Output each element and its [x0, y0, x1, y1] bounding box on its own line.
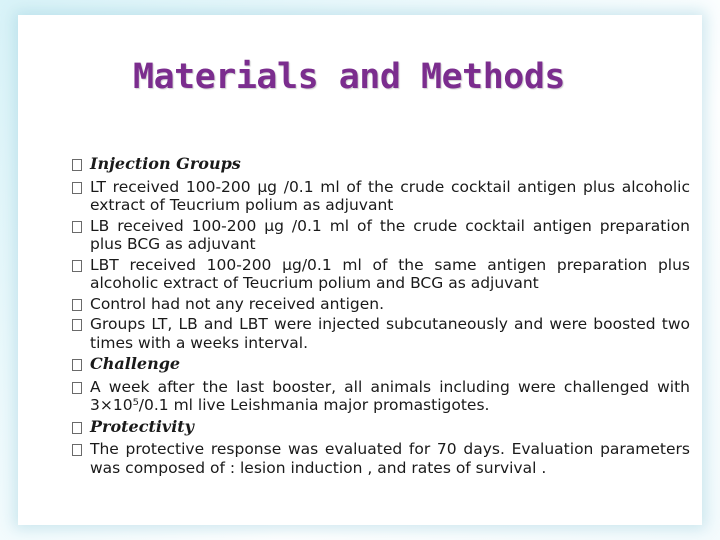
- section-heading: Protectivity: [90, 416, 194, 436]
- bullet-text: Groups LT, LB and LBT were injected subcutaneously and were boosted two times with a weeks interval.: [90, 315, 690, 352]
- bullet-box-icon: [72, 359, 82, 371]
- slide-title: Materials and Methods: [133, 57, 566, 97]
- bullet-box-icon: [72, 182, 82, 194]
- bullet-item: [74, 315, 690, 352]
- bullet-box-icon: [72, 319, 82, 331]
- bullet-text: LB received 100-200 µg /0.1 ml of the crude cocktail antigen preparation plus BCG as adjuvant: [90, 216, 690, 253]
- bullet-text: LT received 100-200 µg /0.1 ml of the crude cocktail antigen plus alcoholic extract of Teucrium polium as adjuvant: [90, 177, 690, 214]
- bullet-item-heading: [74, 418, 690, 437]
- section-heading: Injection Groups: [90, 154, 241, 173]
- slide: [18, 15, 702, 525]
- bullet-list: [74, 152, 690, 479]
- bullet-text: The protective response was evaluated for 70 days. Evaluation parameters was composed of : lesion induction , and rates of survival .: [90, 440, 690, 477]
- bullet-box-icon: [72, 444, 82, 456]
- bullet-item: [74, 378, 690, 415]
- bullet-item: [74, 256, 690, 293]
- bullet-item-heading: [74, 155, 690, 174]
- bullet-text: A week after the last booster, all animals including were challenged with 3×10⁵/0.1 ml live Leishmania major promastigotes.: [90, 377, 690, 414]
- bullet-item: [74, 217, 690, 254]
- bullet-box-icon: [72, 299, 82, 311]
- bullet-text: Control had not any received antigen.: [90, 294, 385, 313]
- bullet-text: LBT received 100-200 µg/0.1 ml of the same antigen preparation plus alcoholic extract of Teucrium polium and BCG as adjuvant: [90, 255, 690, 292]
- bullet-box-icon: [72, 159, 82, 171]
- bullet-box-icon: [72, 221, 82, 233]
- bullet-item-heading: [74, 355, 690, 374]
- bullet-box-icon: [72, 382, 82, 394]
- section-heading: Challenge: [90, 354, 181, 373]
- bullet-box-icon: [72, 422, 82, 434]
- bullet-item: [74, 178, 690, 215]
- bullet-item: [74, 440, 690, 477]
- bullet-box-icon: [72, 260, 82, 272]
- bullet-item: [74, 295, 690, 314]
